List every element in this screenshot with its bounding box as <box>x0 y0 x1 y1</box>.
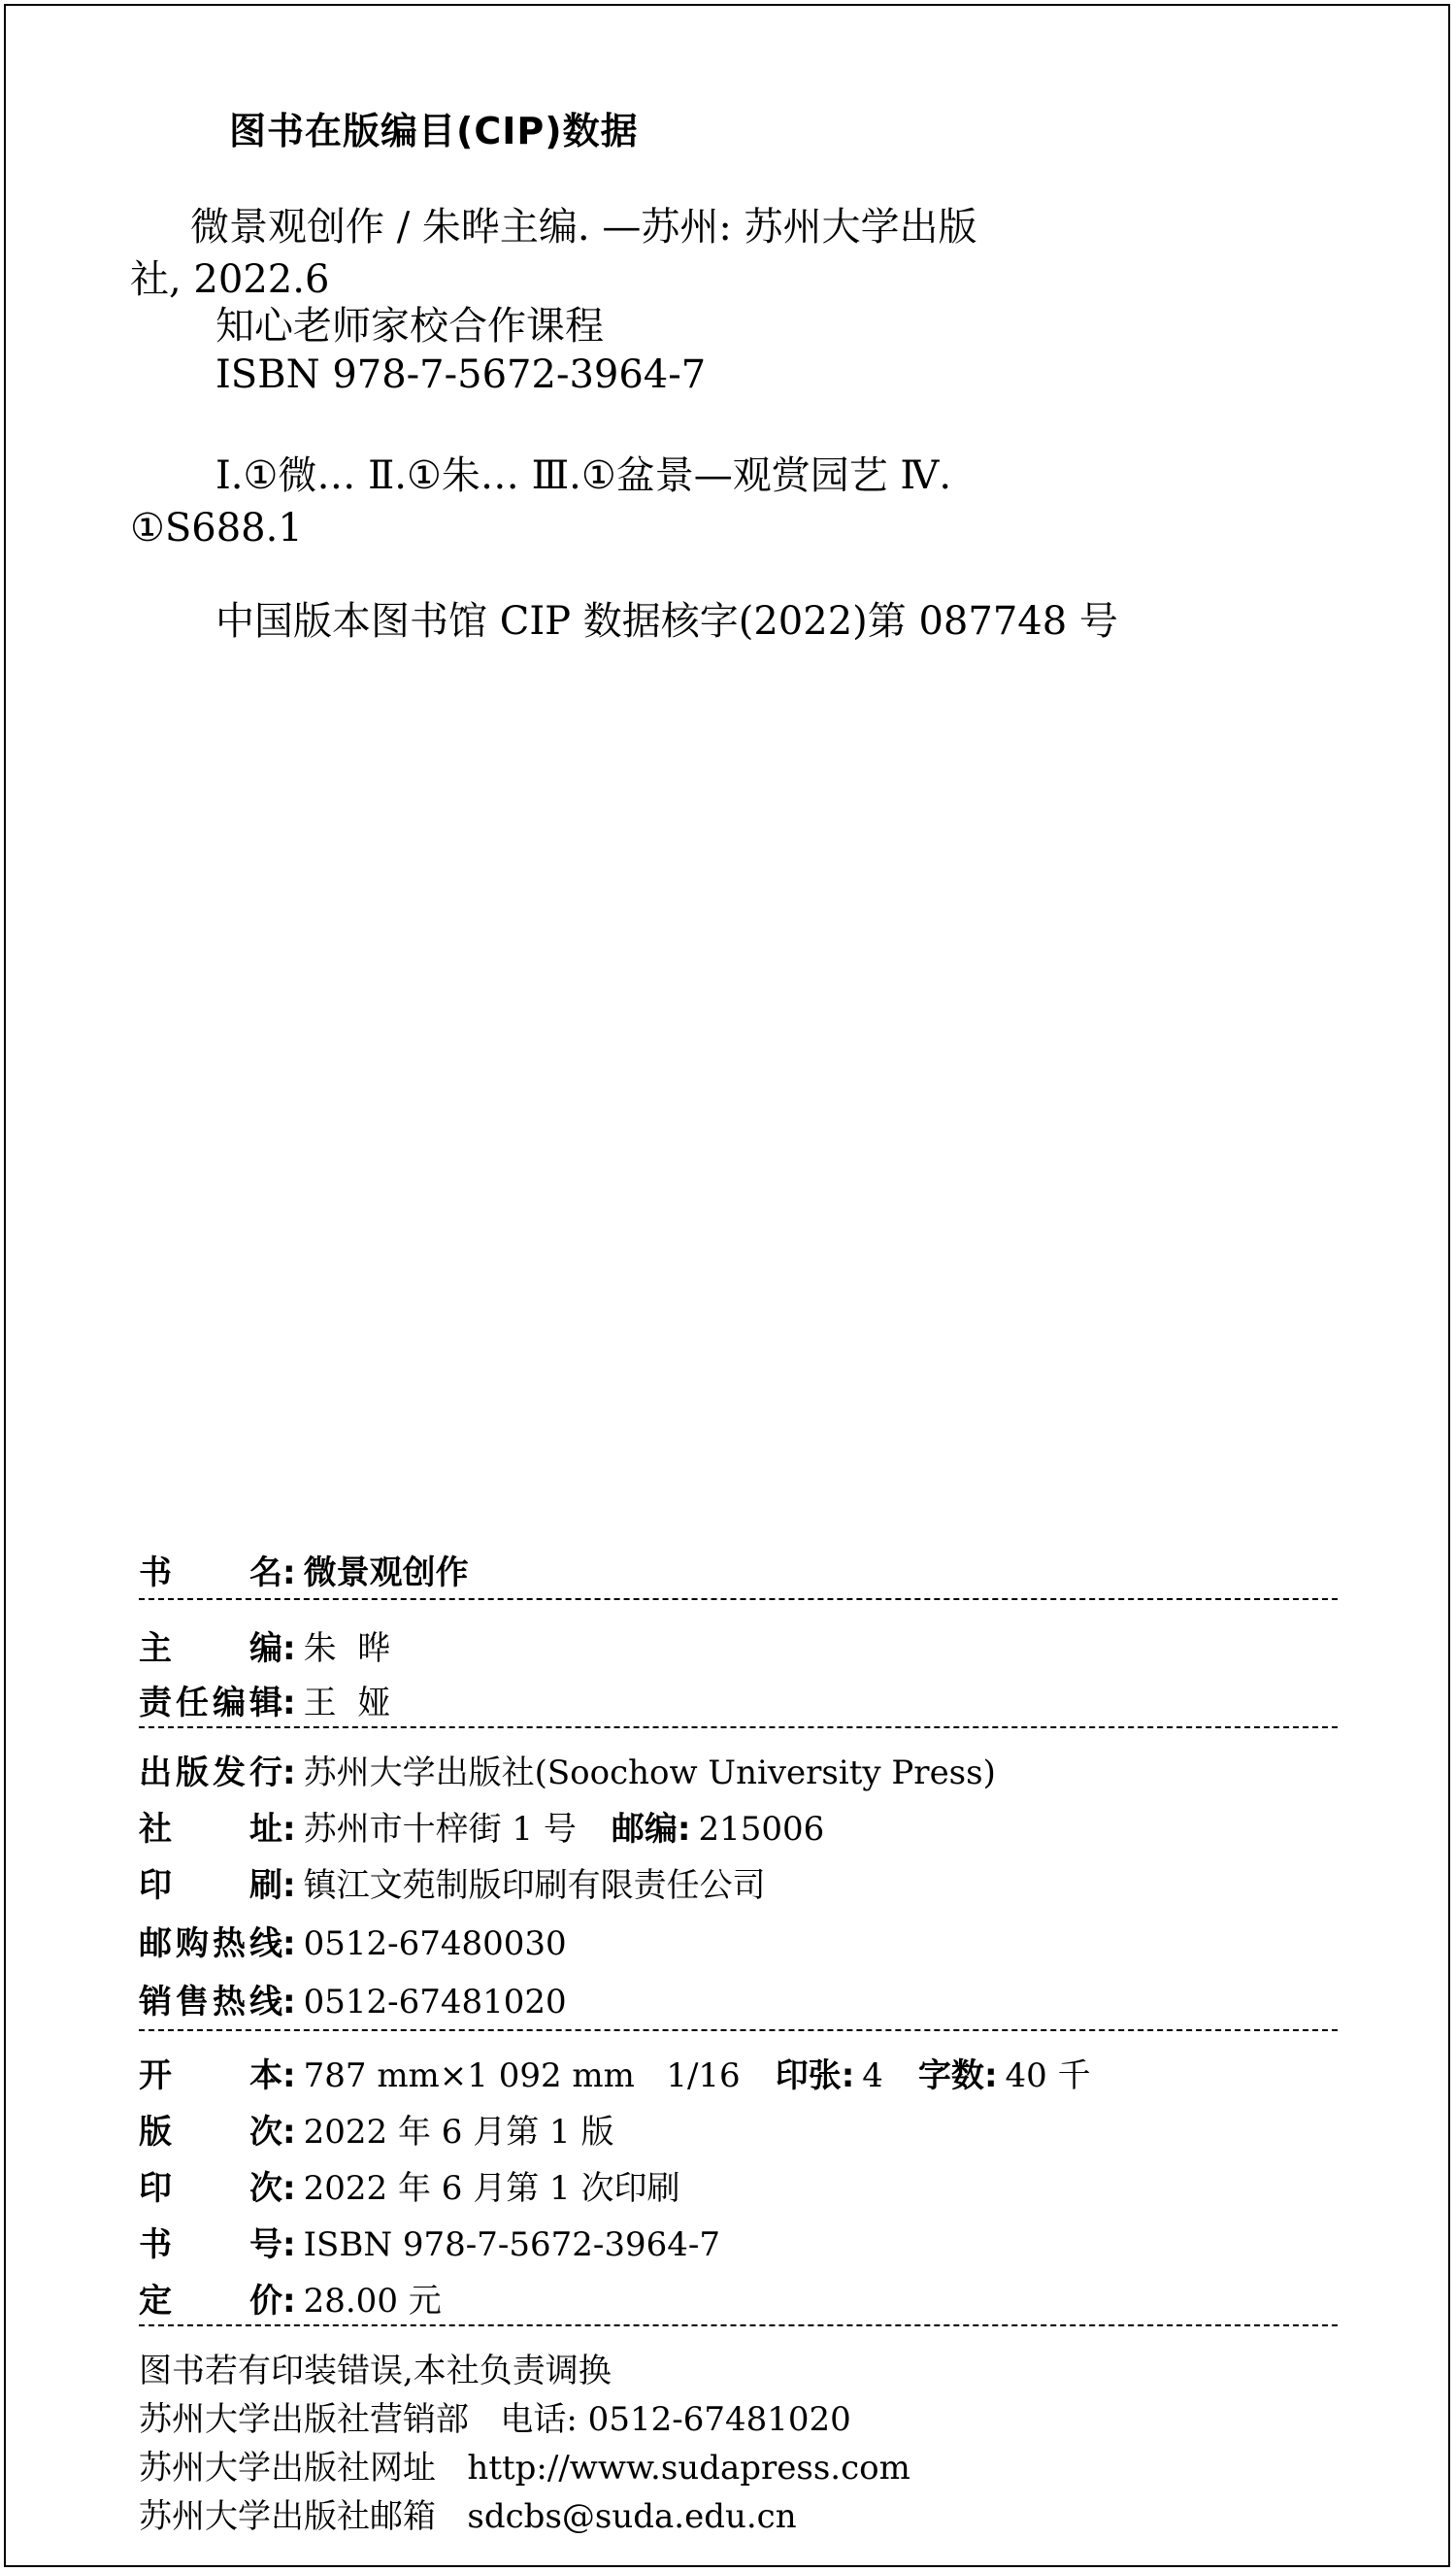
press-email: 苏州大学出版社邮箱 sdcbs@suda.edu.cn <box>139 2497 797 2536</box>
format-label: 开 本 <box>139 2056 282 2095</box>
address-label: 社 址 <box>139 1810 282 1849</box>
price-value: 28.00 元 <box>303 2282 442 2321</box>
edition-value: 2022 年 6 月第 1 版 <box>303 2113 614 2152</box>
sheets-label: 印张 <box>775 2056 842 2095</box>
format-row: 开 本 : 787 mm×1 092 mm 1/16 印张 : 4 字数 : 40 千 <box>139 2049 1091 2096</box>
cip-classification-line-1: Ⅰ.①微… Ⅱ.①朱… Ⅲ.①盆景—观赏园艺 Ⅳ. <box>215 453 952 498</box>
edition-row: 版 次 : 2022 年 6 月第 1 版 <box>139 2105 613 2153</box>
address-value: 苏州市十梓街 1 号 <box>303 1810 577 1849</box>
mail-hotline-value: 0512-67480030 <box>303 1924 567 1963</box>
price-label: 定 价 <box>139 2282 282 2321</box>
book-name-label: 书 名 <box>139 1553 282 1592</box>
printer-value: 镇江文苑制版印刷有限责任公司 <box>303 1866 766 1905</box>
editor-label: 主 编 <box>139 1629 282 1668</box>
mail-hotline-row: 邮 购 热 线 : 0512-67480030 <box>139 1917 567 1964</box>
cip-entry-line-1: 微景观创作 / 朱晔主编. —苏州: 苏州大学出版 <box>190 205 977 250</box>
editor-row: 主 编 : 朱 晔 <box>139 1621 390 1669</box>
postcode-label: 邮编 <box>611 1810 678 1849</box>
sheets-value: 4 <box>862 2056 883 2095</box>
editor-value: 朱 晔 <box>303 1629 391 1668</box>
cip-entry-line-2: 社, 2022.6 <box>130 257 330 302</box>
cip-isbn-line: ISBN 978-7-5672-3964-7 <box>215 352 707 397</box>
word-count-value: 40 千 <box>1005 2056 1091 2095</box>
address-row: 社 址 : 苏州市十梓街 1 号 邮编 : 215006 <box>139 1802 824 1850</box>
printing-value: 2022 年 6 月第 1 次印刷 <box>303 2169 680 2208</box>
cip-classification-line-2: ①S688.1 <box>130 506 303 551</box>
isbn-value: ISBN 978-7-5672-3964-7 <box>303 2225 721 2264</box>
printer-label: 印 刷 <box>139 1866 282 1905</box>
cip-title: 图书在版编目(CIP)数据 <box>229 110 639 152</box>
divider-1 <box>139 1598 1338 1600</box>
marketing-phone: 苏州大学出版社营销部 电话: 0512-67481020 <box>139 2400 851 2439</box>
isbn-label: 书 号 <box>139 2225 282 2264</box>
printing-label: 印 次 <box>139 2169 282 2208</box>
edition-label: 版 次 <box>139 2113 282 2152</box>
sales-hotline-label: 销 售 热 线 <box>139 1983 282 2021</box>
sales-hotline-row: 销 售 热 线 : 0512-67481020 <box>139 1975 567 2022</box>
press-website: 苏州大学出版社网址 http://www.sudapress.com <box>139 2449 910 2488</box>
mail-hotline-label: 邮 购 热 线 <box>139 1924 282 1963</box>
format-value: 787 mm×1 092 mm 1/16 <box>303 2056 741 2095</box>
book-name-value: 微景观创作 <box>303 1553 469 1592</box>
printer-row: 印 刷 : 镇江文苑制版印刷有限责任公司 <box>139 1858 766 1906</box>
price-row: 定 价 : 28.00 元 <box>139 2274 442 2321</box>
divider-2 <box>139 1726 1338 1728</box>
responsible-editor-value: 王 娅 <box>303 1684 391 1722</box>
publisher-row: 出 版 发 行 : 苏州大学出版社(Soochow University Press) <box>139 1746 996 1793</box>
word-count-label: 字数 <box>917 2056 984 2095</box>
defect-notice: 图书若有印装错误,本社负责调换 <box>139 2352 612 2390</box>
divider-4 <box>139 2324 1338 2326</box>
isbn-row: 书 号 : ISBN 978-7-5672-3964-7 <box>139 2218 720 2265</box>
divider-3 <box>139 2029 1338 2031</box>
book-name-row: 书 名 : 微景观创作 <box>139 1546 469 1593</box>
publisher-value: 苏州大学出版社(Soochow University Press) <box>303 1754 996 1792</box>
cip-record-number: 中国版本图书馆 CIP 数据核字(2022)第 087748 号 <box>215 599 1118 644</box>
sales-hotline-value: 0512-67481020 <box>303 1983 567 2021</box>
postcode-value: 215006 <box>698 1810 825 1849</box>
responsible-editor-row: 责 任 编 辑 : 王 娅 <box>139 1676 390 1723</box>
publisher-label: 出 版 发 行 <box>139 1754 282 1792</box>
printing-row: 印 次 : 2022 年 6 月第 1 次印刷 <box>139 2161 679 2209</box>
cip-series-line: 知心老师家校合作课程 <box>215 304 604 349</box>
responsible-editor-label: 责 任 编 辑 <box>139 1684 282 1722</box>
